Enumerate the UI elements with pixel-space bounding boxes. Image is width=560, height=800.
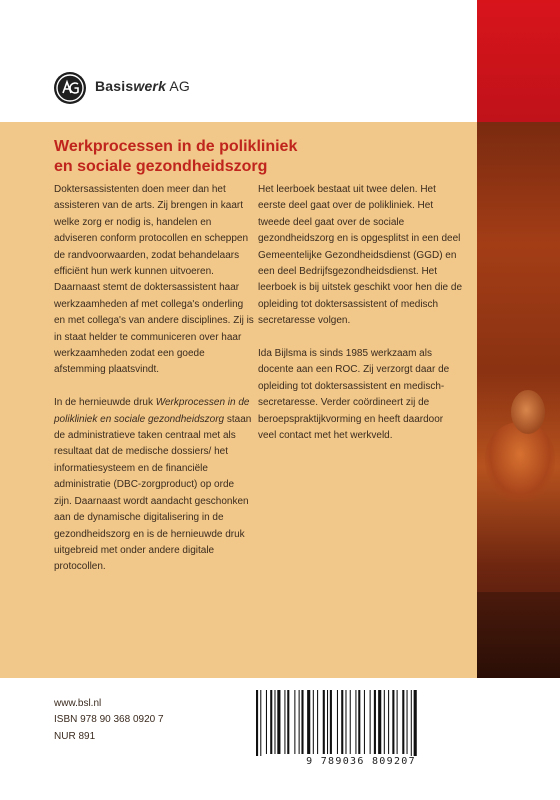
book-title-line-2: en sociale gezondheidszorg	[54, 158, 268, 175]
barcode-digits: 9 789036 809207	[252, 756, 470, 767]
barcode-bar	[313, 690, 314, 754]
barcode-bar	[345, 690, 346, 754]
barcode-bar	[384, 690, 385, 754]
barcode-bar	[274, 690, 275, 754]
left-paragraph-2-intro: In de hernieuwde druk	[54, 397, 156, 409]
barcode-bar	[411, 690, 412, 760]
barcode-bars-icon	[252, 690, 470, 760]
book-title	[54, 137, 464, 177]
barcode-bar	[299, 690, 300, 754]
barcode-bar	[317, 690, 318, 754]
barcode-bar	[392, 690, 394, 754]
brand-name-suffix: AG	[166, 78, 191, 94]
isbn-text: ISBN 978 90 368 0920 7	[54, 714, 164, 726]
barcode-bar	[414, 690, 417, 760]
barcode-bar	[294, 690, 295, 754]
barcode-bar	[355, 690, 356, 754]
photo-desk	[477, 592, 560, 678]
photo-glow	[485, 422, 555, 502]
brand-name-bold: Basis	[95, 78, 134, 94]
barcode-bar	[407, 690, 408, 754]
barcode-bar	[397, 690, 398, 754]
barcode-bar	[337, 690, 338, 754]
barcode-bar	[260, 690, 261, 760]
brand-name	[95, 78, 190, 94]
cover-photo	[477, 122, 560, 678]
barcode-bar	[284, 690, 285, 754]
left-paragraph-2	[54, 395, 254, 575]
barcode-bar	[327, 690, 328, 754]
book-title-italic: Werkprocessen in de polikliniek en sociale gezondheidszorg	[54, 397, 250, 425]
red-accent-band	[477, 0, 560, 122]
ag-logo-icon	[54, 72, 86, 104]
left-paragraph-1: Doktersassistenten doen meer dan het assisteren van de arts. Zij brengen in kaart welke zorg er nodig is, handelen en adviseren conform protocollen en scheppen de randvoorwaarden, zodat behandelaars efficiënt hun werk kunnen uitvoeren. Daarnaast stemt de doktersassistent haar werkzaamheden af met collega's onderling en met collega's van andere disciplines. Zij is in staat helder te communiceren over haar werkzaamheden zodat een goede afstemming plaatsvindt.	[54, 184, 254, 376]
left-column	[54, 182, 254, 592]
barcode-bar	[402, 690, 404, 754]
barcode-bar	[378, 690, 381, 754]
right-paragraph-1: Het leerboek bestaat uit twee delen. Het eerste deel gaat over de polikliniek. Het tweede deel gaat over de sociale gezondheidszorg en is opgesplitst in een deel Gemeentelijke Gezondheidsdienst (GGD) en een deel Bedrijfsgezondheidsdienst. Het leerboek is bij uitstek geschikt voor hen die de opleiding tot doktersassistent of medisch secretaresse volgen.	[258, 184, 463, 327]
barcode-bar	[256, 690, 258, 760]
barcode-bar	[341, 690, 343, 754]
barcode-bar	[323, 690, 325, 754]
barcode-bar	[350, 690, 351, 754]
barcode-bar	[307, 690, 310, 754]
barcode-bar	[358, 690, 360, 754]
photo-person	[511, 390, 545, 434]
barcode-bar	[287, 690, 289, 754]
barcode-bar	[301, 690, 303, 754]
barcode-bar	[374, 690, 376, 754]
left-paragraph-2-body: staan de administratieve taken centraal met als resultaat dat de medische dossiers/ het informatiesysteem en de financiële administratie (DBC-zorgproduct) op orde zijn. Daarnaast wordt aandacht geschonken aan de dynamische digitalisering in de gezondheidszorg en is de hernieuwde druk uitgebreid met onder andere digitale protocollen.	[54, 413, 252, 573]
right-column	[258, 182, 463, 461]
barcode-bar	[266, 690, 267, 754]
barcode-bar	[330, 690, 332, 754]
barcode-bar	[364, 690, 365, 754]
website-link[interactable]: www.bsl.nl	[54, 698, 102, 709]
barcode-bar	[270, 690, 272, 754]
barcode-bar	[277, 690, 280, 754]
barcode-bar	[370, 690, 371, 754]
nur-text: NUR 891	[54, 730, 96, 742]
brand-name-italic: werk	[133, 78, 167, 94]
book-title-line-1: Werkprocessen in de polikliniek	[54, 138, 298, 155]
right-paragraph-2: Ida Bijlsma is sinds 1985 werkzaam als docente aan een ROC. Zij verzorgt daar de opleiding tot doktersassistent en medisch-secretaresse. Verder coördineert zij de beroepspraktijkvorming en heeft daardoor veel contact met het werkveld.	[258, 348, 450, 442]
publisher-info	[54, 696, 164, 745]
barcode-bar	[388, 690, 389, 754]
